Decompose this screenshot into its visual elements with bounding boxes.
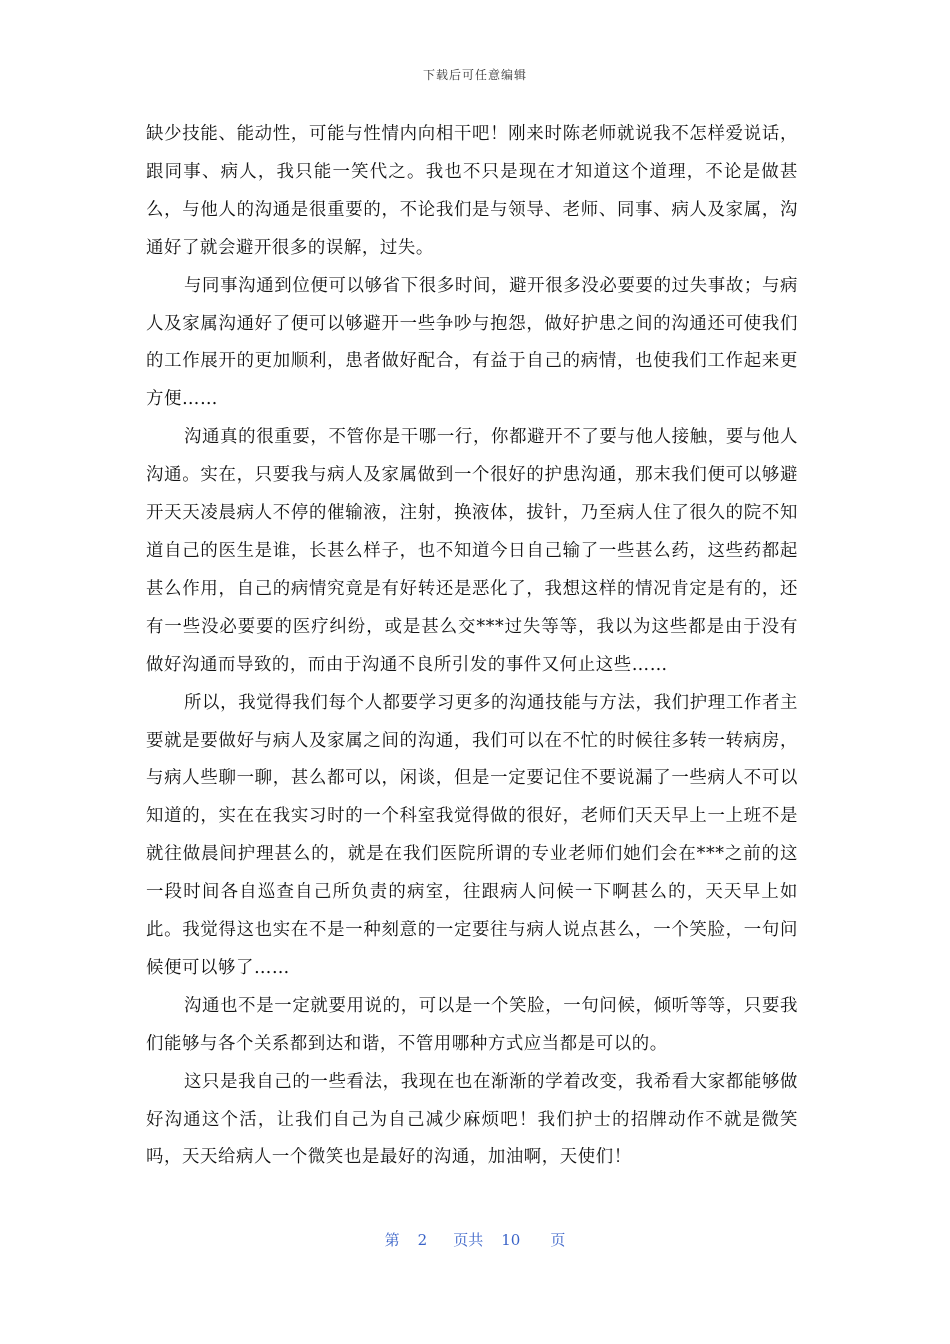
paragraph-3: 沟通真的很重要，不管你是干哪一行，你都避开不了要与他人接触，要与他人沟通。实在，只要我与病人及家属做到一个很好的护患沟通，那末我们便可以够避开天天凌晨病人不停的催输液，注射，换液体，拔针，乃至病人住了很久的院不知道自己的医生是谁，长甚么样子，也不知道今日自己输了一些甚么药，这些药都起甚么作用，自己的病情究竟是有好转还是恶化了，我想这样的情况肯定是有的，还有一些没必要要的医疗纠纷，或是甚么交***过失等等，我以为这些都是由于没有做好沟通而导致的，而由于沟通不良所引发的事件又何止这些…… xyxy=(146,427,798,675)
document-body xyxy=(146,116,798,1177)
paragraph-6: 这只是我自己的一些看法，我现在也在渐渐的学着改变，我希看大家都能够做好沟通这个活，让我们自己为自己减少麻烦吧！我们护士的招牌动作不就是微笑吗，天天给病人一个微笑也是最好的沟通，加油啊，天使们！ xyxy=(146,1071,798,1168)
paragraph-5: 沟通也不是一定就要用说的，可以是一个笑脸，一句问候，倾听等等，只要我们能够与各个关系都到达和谐，不管用哪种方式应当都是可以的。 xyxy=(146,995,798,1054)
paragraph-1: 缺少技能、能动性，可能与性情内向相干吧！刚来时陈老师就说我不怎样爱说话，跟同事、病人，我只能一笑代之。我也不只是现在才知道这个道理，不论是做甚么，与他人的沟通是很重要的，不论我们是与领导、老师、同事、病人及家属，沟通好了就会避开很多的误解，过失。 xyxy=(146,124,798,258)
footer-middle: 页共 xyxy=(453,1231,484,1249)
page-footer xyxy=(0,1229,950,1250)
footer-total-pages: 10 xyxy=(501,1231,521,1249)
page-header: 下载后可任意编辑 xyxy=(422,68,527,82)
footer-page-number: 2 xyxy=(417,1231,428,1249)
footer-suffix: 页 xyxy=(550,1231,566,1249)
footer-prefix: 第 xyxy=(384,1231,400,1249)
paragraph-2: 与同事沟通到位便可以够省下很多时间，避开很多没必要要的过失事故；与病人及家属沟通好了便可以够避开一些争吵与抱怨，做好护患之间的沟通还可使我们的工作展开的更加顺利，患者做好配合，有益于自己的病情，也使我们工作起来更方便…… xyxy=(146,275,798,410)
paragraph-4: 所以，我觉得我们每个人都要学习更多的沟通技能与方法，我们护理工作者主要就是要做好与病人及家属之间的沟通，我们可以在不忙的时候往多转一转病房，与病人些聊一聊，甚么都可以，闲谈，但是一定要记住不要说漏了一些病人不可以知道的，实在在我实习时的一个科室我觉得做的很好，老师们天天早上一上班不是就往做晨间护理甚么的，就是在我们医院所谓的专业老师们她们会在***之前的这一段时间各自巡查自己所负责的病室，往跟病人问候一下啊甚么的，天天早上如此。我觉得这也实在不是一种刻意的一定要往与病人说点甚么，一个笑脸，一句问候便可以够了…… xyxy=(146,692,798,978)
